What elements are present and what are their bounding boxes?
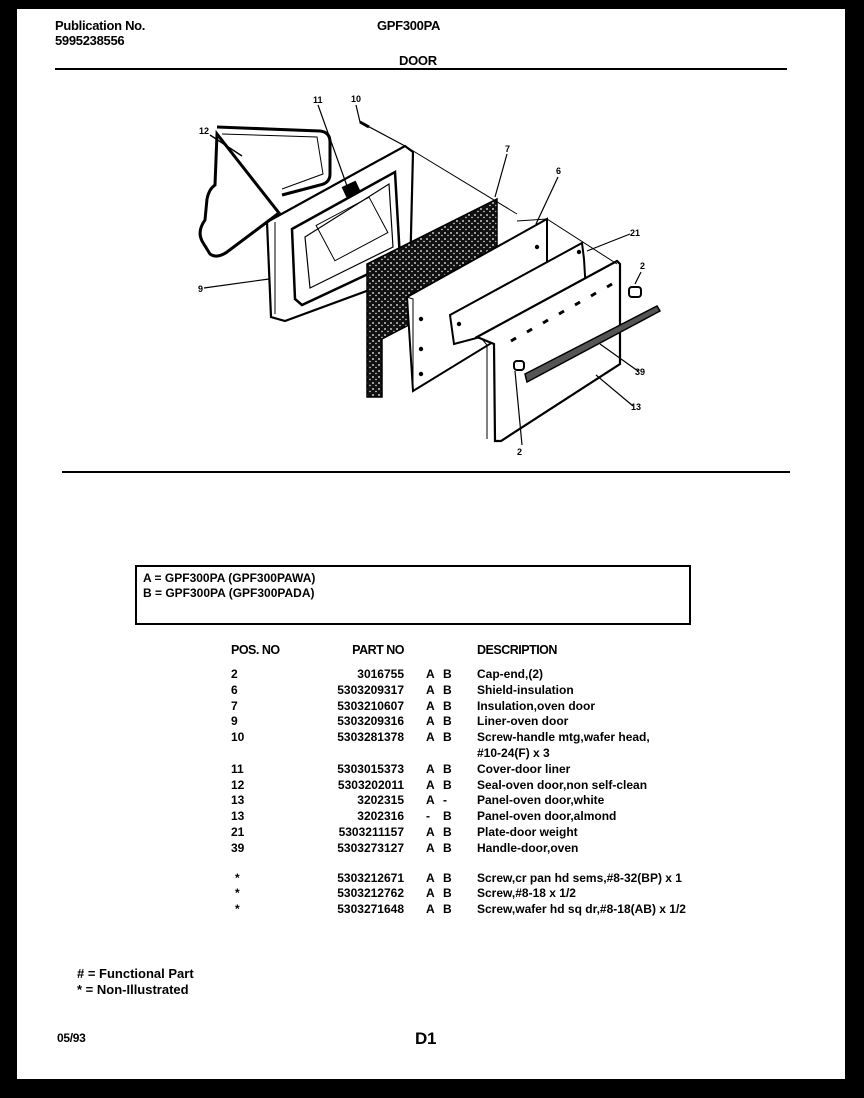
description: Panel-oven door,almond: [477, 809, 617, 824]
model-b-flag: B: [443, 777, 452, 792]
model-b-flag: B: [443, 667, 452, 681]
header-part-no: PART NO: [352, 643, 404, 657]
model-b-flag: B: [443, 682, 452, 697]
description: Liner-oven door: [477, 714, 569, 729]
model-b-flag: B: [443, 698, 452, 713]
description: Cap-end,(2): [477, 667, 543, 681]
model-b-flag: B: [443, 840, 452, 855]
pos-no: 7: [231, 698, 238, 713]
model-b-flag: B: [443, 809, 452, 824]
description: Cover-door liner: [477, 761, 571, 776]
callout-13: 13: [631, 402, 642, 412]
seal-gasket-part: [200, 127, 330, 256]
exploded-door-diagram: [17, 9, 845, 469]
model-a-flag: A: [426, 730, 435, 745]
part-no: 5303202011: [337, 777, 404, 792]
model-a-flag: A: [426, 777, 435, 792]
model-a-flag: A: [426, 714, 435, 729]
model-a-flag: A: [426, 902, 435, 917]
pos-no: 13: [231, 809, 245, 824]
callout-2-left: 2: [517, 447, 523, 457]
pos-no: 9: [231, 714, 238, 729]
model-a-flag: A: [426, 824, 435, 839]
part-no: 5303273127: [337, 840, 404, 855]
part-no: 5303209317: [337, 682, 404, 697]
part-no: 3202315: [357, 793, 404, 808]
part-no: 5303271648: [337, 902, 404, 917]
part-no: 5303210607: [337, 698, 404, 713]
model-a-flag: -: [426, 809, 430, 824]
end-cap-left-part: [514, 361, 524, 370]
callout-2-right: 2: [640, 261, 646, 271]
legend-line-a: A = GPF300PA (GPF300PAWA): [143, 571, 316, 585]
model-b-flag: B: [443, 870, 452, 885]
part-no: 5303212671: [337, 870, 404, 885]
part-no: 5303211157: [338, 824, 404, 839]
model-b-flag: B: [443, 730, 452, 745]
pos-no: 13: [231, 793, 245, 808]
footnote-non-illustrated: * = Non-Illustrated: [77, 982, 189, 997]
model-a-flag: A: [426, 682, 435, 697]
callout-11: 11: [313, 95, 323, 105]
pos-no: *: [235, 886, 240, 901]
description: Screw,cr pan hd sems,#8-32(BP) x 1: [477, 870, 682, 885]
parts-catalog-page: [17, 9, 845, 1079]
pos-no: 6: [231, 682, 238, 697]
pos-no: *: [235, 902, 240, 917]
model-a-flag: A: [426, 761, 435, 776]
description: Seal-oven door,non self-clean: [477, 777, 648, 792]
part-no: 5303212762: [337, 886, 404, 901]
description: Screw-handle mtg,wafer head, #10-24(F) x 3: [477, 730, 650, 760]
callout-6: 6: [556, 166, 562, 176]
diagram-divider: [62, 471, 790, 473]
publication-number: 5995238556: [55, 33, 125, 48]
section-title: DOOR: [399, 53, 437, 68]
end-cap-right-part: [629, 287, 641, 297]
part-no: 5303015373: [337, 761, 404, 776]
part-no: 3202316: [357, 809, 404, 824]
pos-no: 21: [231, 824, 245, 839]
pos-no: 11: [231, 761, 244, 776]
footer-date: 05/93: [57, 1031, 86, 1045]
pos-no: *: [235, 870, 240, 885]
pos-no: 39: [231, 840, 245, 855]
callout-10: 10: [351, 94, 362, 104]
model-a-flag: A: [426, 698, 435, 713]
model-b-flag: B: [443, 714, 452, 729]
pos-no: 10: [231, 730, 245, 745]
model-b-flag: B: [443, 902, 452, 917]
part-no: 5303209316: [337, 714, 404, 729]
description: Plate-door weight: [477, 824, 578, 839]
footnote-functional: # = Functional Part: [77, 966, 194, 981]
model-a-flag: A: [426, 793, 435, 808]
description: Insulation,oven door: [477, 698, 596, 713]
description: Shield-insulation: [477, 682, 574, 697]
model-number: GPF300PA: [377, 18, 441, 33]
description: Handle-door,oven: [477, 840, 579, 855]
model-a-flag: A: [426, 667, 435, 681]
callout-7: 7: [505, 144, 511, 154]
part-no: 5303281378: [337, 730, 404, 745]
callout-12: 12: [199, 126, 210, 136]
model-legend-box: [135, 565, 691, 625]
header-description: DESCRIPTION: [477, 643, 557, 657]
description: Panel-oven door,white: [477, 793, 605, 808]
model-a-flag: A: [426, 886, 435, 901]
part-no: 3016755: [357, 667, 404, 681]
model-b-flag: -: [443, 793, 447, 808]
model-b-flag: B: [443, 886, 452, 901]
model-b-flag: B: [443, 824, 452, 839]
footer-page-code: D1: [415, 1029, 437, 1048]
callout-39: 39: [635, 367, 646, 377]
model-a-flag: A: [426, 840, 435, 855]
pos-no: 12: [231, 777, 245, 792]
callout-9: 9: [198, 284, 204, 294]
publication-label: Publication No.: [55, 18, 146, 33]
model-a-flag: A: [426, 870, 435, 885]
model-b-flag: B: [443, 761, 452, 776]
callout-21: 21: [630, 228, 641, 238]
header-pos-no: POS. NO: [231, 643, 280, 657]
legend-line-b: B = GPF300PA (GPF300PADA): [143, 586, 315, 600]
description: Screw,#8-18 x 1/2: [477, 886, 576, 901]
description: Screw,wafer hd sq dr,#8-18(AB) x 1/2: [477, 902, 686, 917]
pos-no: 2: [231, 667, 238, 681]
